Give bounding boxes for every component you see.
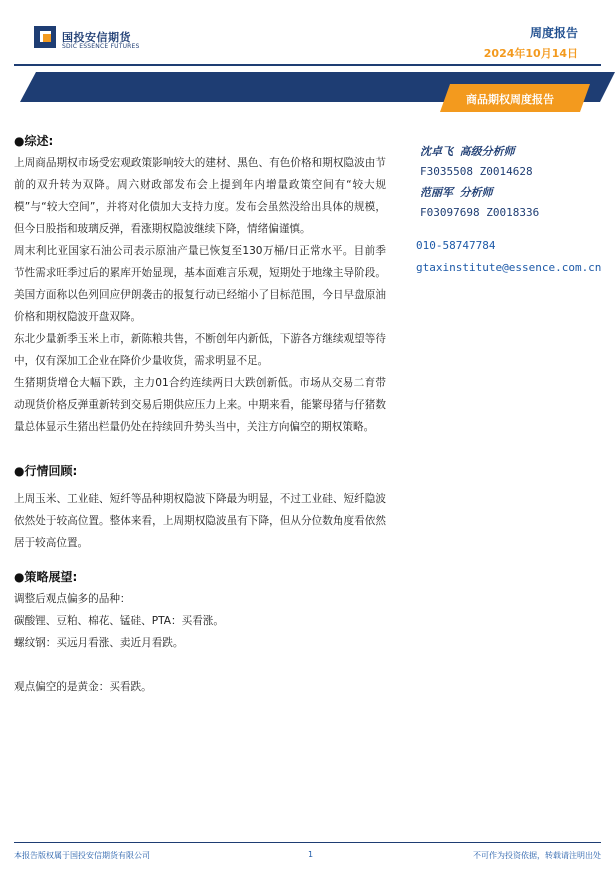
outlook-title: ●策略展望: xyxy=(14,570,78,584)
summary-paragraph: 东北少量新季玉米上市，新陈粮共售，不断创年内新低，下游各方继续观望等待中，仅有深加工企业在降价少量收货，需求明显不足。 xyxy=(14,333,386,367)
report-type-label: 周度报告 xyxy=(529,26,578,40)
review-paragraph: 上周玉米、工业硅、短纤等品种期权隐波下降最为明显，不过工业硅、短纤隐波依然处于较高位置。整体来看，上周期权隐波虽有下降，但从分位数角度看依然居于较高位置。 xyxy=(14,493,386,549)
analyst-ids-2: F03097698 Z0018336 xyxy=(420,206,540,219)
company-name-cn: 国投安信期货 xyxy=(62,31,131,44)
contact-email[interactable]: gtaxinstitute@essence.com.cn xyxy=(416,261,602,274)
company-logo-icon xyxy=(34,26,56,48)
banner-title: 商品期权周度报告 xyxy=(466,93,554,106)
report-body xyxy=(14,130,386,698)
summary-paragraph: 生猪期货增仓大幅下跌，主力01合约连续两日大跌创新低。市场从交易二育带动现货价格反弹重新转到交易后期供应压力上来。中期来看，能繁母猪与仔猪数量总体显示生猪出栏量仍处在持续回升势头当中，关注方向偏空的期权策略。 xyxy=(14,377,386,433)
company-name-en: SDIC ESSENCE FUTURES xyxy=(62,43,140,50)
header-divider xyxy=(14,64,601,66)
report-date: 2024年10月14日 xyxy=(483,47,578,60)
outlook-line: 碳酸锂、豆粕、棉花、锰硅、PTA：买看涨。 xyxy=(14,615,224,627)
analyst-name-2: 范丽军 分析师 xyxy=(420,186,493,199)
page-number: 1 xyxy=(308,850,314,859)
outlook-line: 螺纹钢：买远月看涨、卖近月看跌。 xyxy=(14,637,184,649)
footer-divider xyxy=(14,842,601,843)
contact-phone: 010-58747784 xyxy=(416,239,496,252)
analyst-ids-1: F3035508 Z0014628 xyxy=(420,165,533,178)
summary-title: ●综述: xyxy=(14,134,54,148)
outlook-bearish: 观点偏空的是黄金：买看跌。 xyxy=(14,681,152,693)
analyst-name-1: 沈卓飞 高级分析师 xyxy=(420,145,515,158)
footer-disclaimer: 不可作为投资依据，转载请注明出处 xyxy=(473,851,601,860)
summary-paragraph: 周末利比亚国家石油公司表示原油产量已恢复至130万桶/日正常水平。目前季节性需求旺季过后的累库开始显现，基本面难言乐观，短期处于地缘主导阶段。美国方面称以色列回应伊朗袭击的报复行动已经缩小了目标范围，今日早盘原油价格和期权隐波开盘双降。 xyxy=(14,245,386,323)
outlook-line: 调整后观点偏多的品种： xyxy=(14,593,131,605)
summary-paragraph: 上周商品期权市场受宏观政策影响较大的建材、黑色、有色价格和期权隐波由节前的双升转为双降。周六财政部发布会上提到年内增量政策空间有“较大规模”与“较大空间”，并将对化债加大支持力度。发布会虽然没给出具体的规模，但今日股指和玻璃反弹，看涨期权隐波继续下降，情绪偏谨慎。 xyxy=(14,157,386,235)
review-title: ●行情回顾: xyxy=(14,464,78,478)
footer-copyright: 本报告版权属于国投安信期货有限公司 xyxy=(14,851,150,860)
